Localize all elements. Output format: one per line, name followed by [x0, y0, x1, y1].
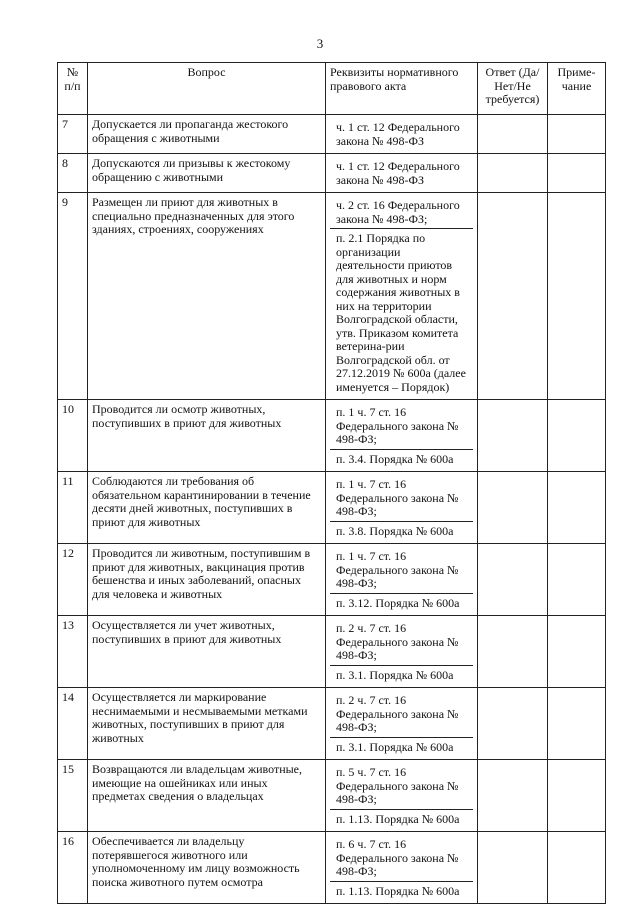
- table-row: [58, 616, 606, 688]
- row-note-cell[interactable]: [548, 544, 606, 616]
- table-row: [58, 832, 606, 904]
- row-number: 7: [58, 115, 88, 154]
- act-reference: п. 3.12. Порядка № 600а: [330, 593, 473, 613]
- act-reference: п. 5 ч. 7 ст. 16 Федерального закона № 498-ФЗ;: [336, 765, 459, 806]
- row-answer-cell[interactable]: [478, 616, 548, 688]
- row-act: [326, 472, 478, 544]
- row-answer-cell[interactable]: [478, 472, 548, 544]
- act-reference: ч. 2 ст. 16 Федерального закона № 498-ФЗ;: [336, 198, 460, 226]
- row-question: Проводится ли животным, поступившим в приют для животных, вакцинация против бешенства и иных заболеваний, опасных для человека и животных: [88, 544, 326, 616]
- act-reference: п. 1.13. Порядка № 600а: [330, 881, 473, 901]
- row-question: Соблюдаются ли требования об обязательном карантинировании в течение десяти дней животных, поступивших в приют для животных: [88, 472, 326, 544]
- act-reference: п. 2.1 Порядка по организации деятельности приютов для животных и норм содержания животных в них на территории Волгоградской области, утв. Приказом комитета ветерина-рии Волгоградской обл. от 27.12.2019 № 600а (далее именуется – Порядок): [330, 228, 473, 396]
- row-note-cell[interactable]: [548, 400, 606, 472]
- table-row: [58, 400, 606, 472]
- row-question: Допускается ли пропаганда жестокого обращения с животными: [88, 115, 326, 154]
- table-row: [58, 154, 606, 193]
- row-act: [326, 688, 478, 760]
- row-act: [326, 760, 478, 832]
- row-answer-cell[interactable]: [478, 400, 548, 472]
- row-answer-cell[interactable]: [478, 193, 548, 400]
- row-number: 11: [58, 472, 88, 544]
- act-reference: п. 1 ч. 7 ст. 16 Федерального закона № 498-ФЗ;: [336, 477, 459, 518]
- row-number: 14: [58, 688, 88, 760]
- row-question: Размещен ли приют для животных в специально предназначенных для этого зданиях, строениях, сооружениях: [88, 193, 326, 400]
- act-reference: п. 2 ч. 7 ст. 16 Федерального закона № 498-ФЗ;: [336, 693, 459, 734]
- row-question: Возвращаются ли владельцам животные, имеющие на ошейниках или иных предметах сведения о владельцах: [88, 760, 326, 832]
- table-row: [58, 544, 606, 616]
- row-number: 10: [58, 400, 88, 472]
- row-number: 13: [58, 616, 88, 688]
- row-answer-cell[interactable]: [478, 760, 548, 832]
- table-header-row: [58, 63, 606, 115]
- row-note-cell[interactable]: [548, 688, 606, 760]
- act-reference: п. 3.1. Порядка № 600а: [330, 665, 473, 685]
- table-row: [58, 193, 606, 400]
- act-reference: п. 1 ч. 7 ст. 16 Федерального закона № 498-ФЗ;: [336, 549, 459, 590]
- row-number: 15: [58, 760, 88, 832]
- row-note-cell[interactable]: [548, 472, 606, 544]
- act-reference: п. 3.1. Порядка № 600а: [330, 737, 473, 757]
- row-number: 16: [58, 832, 88, 904]
- row-number: 8: [58, 154, 88, 193]
- act-reference: ч. 1 ст. 12 Федерального закона № 498-ФЗ: [336, 120, 460, 148]
- row-note-cell[interactable]: [548, 832, 606, 904]
- row-note-cell[interactable]: [548, 616, 606, 688]
- row-answer-cell[interactable]: [478, 115, 548, 154]
- act-reference: п. 6 ч. 7 ст. 16 Федерального закона № 498-ФЗ;: [336, 837, 459, 878]
- row-act: [326, 616, 478, 688]
- row-act: [326, 193, 478, 400]
- row-number: 9: [58, 193, 88, 400]
- act-reference: п. 3.8. Порядка № 600а: [330, 521, 473, 541]
- act-reference: п. 3.4. Порядка № 600а: [330, 449, 473, 469]
- header-num: № п/п: [58, 63, 88, 115]
- row-act: [326, 832, 478, 904]
- table-row: [58, 760, 606, 832]
- row-act: [326, 115, 478, 154]
- page-number: 3: [316, 36, 324, 51]
- row-question: Осуществляется ли учет животных, поступивших в приют для животных: [88, 616, 326, 688]
- row-question: Обеспечивается ли владельцу потерявшегося животного или уполномоченному им лицу возможность поиска животного путем осмотра: [88, 832, 326, 904]
- act-reference: ч. 1 ст. 12 Федерального закона № 498-ФЗ: [336, 159, 460, 187]
- row-act: [326, 154, 478, 193]
- row-answer-cell[interactable]: [478, 832, 548, 904]
- act-reference: п. 1.13. Порядка № 600а: [330, 809, 473, 829]
- act-reference: п. 1 ч. 7 ст. 16 Федерального закона № 498-ФЗ;: [336, 405, 459, 446]
- row-note-cell[interactable]: [548, 154, 606, 193]
- row-note-cell[interactable]: [548, 115, 606, 154]
- row-note-cell[interactable]: [548, 193, 606, 400]
- row-answer-cell[interactable]: [478, 544, 548, 616]
- checklist-table: [57, 62, 606, 904]
- header-answer: Ответ (Да/Нет/Не требуется): [478, 63, 548, 115]
- row-act: [326, 400, 478, 472]
- row-question: Допускаются ли призывы к жестокому обращению с животными: [88, 154, 326, 193]
- table-row: [58, 688, 606, 760]
- row-answer-cell[interactable]: [478, 154, 548, 193]
- row-act: [326, 544, 478, 616]
- table-row: [58, 472, 606, 544]
- header-act: Реквизиты нормативного правового акта: [326, 63, 478, 115]
- row-answer-cell[interactable]: [478, 688, 548, 760]
- header-note: Приме-чание: [548, 63, 606, 115]
- row-note-cell[interactable]: [548, 760, 606, 832]
- header-question: Вопрос: [88, 63, 326, 115]
- row-question: Проводится ли осмотр животных, поступивших в приют для животных: [88, 400, 326, 472]
- row-question: Осуществляется ли маркирование неснимаемыми и несмываемыми метками животных, поступивших в приют для животных: [88, 688, 326, 760]
- row-number: 12: [58, 544, 88, 616]
- act-reference: п. 2 ч. 7 ст. 16 Федерального закона № 498-ФЗ;: [336, 621, 459, 662]
- table-row: [58, 115, 606, 154]
